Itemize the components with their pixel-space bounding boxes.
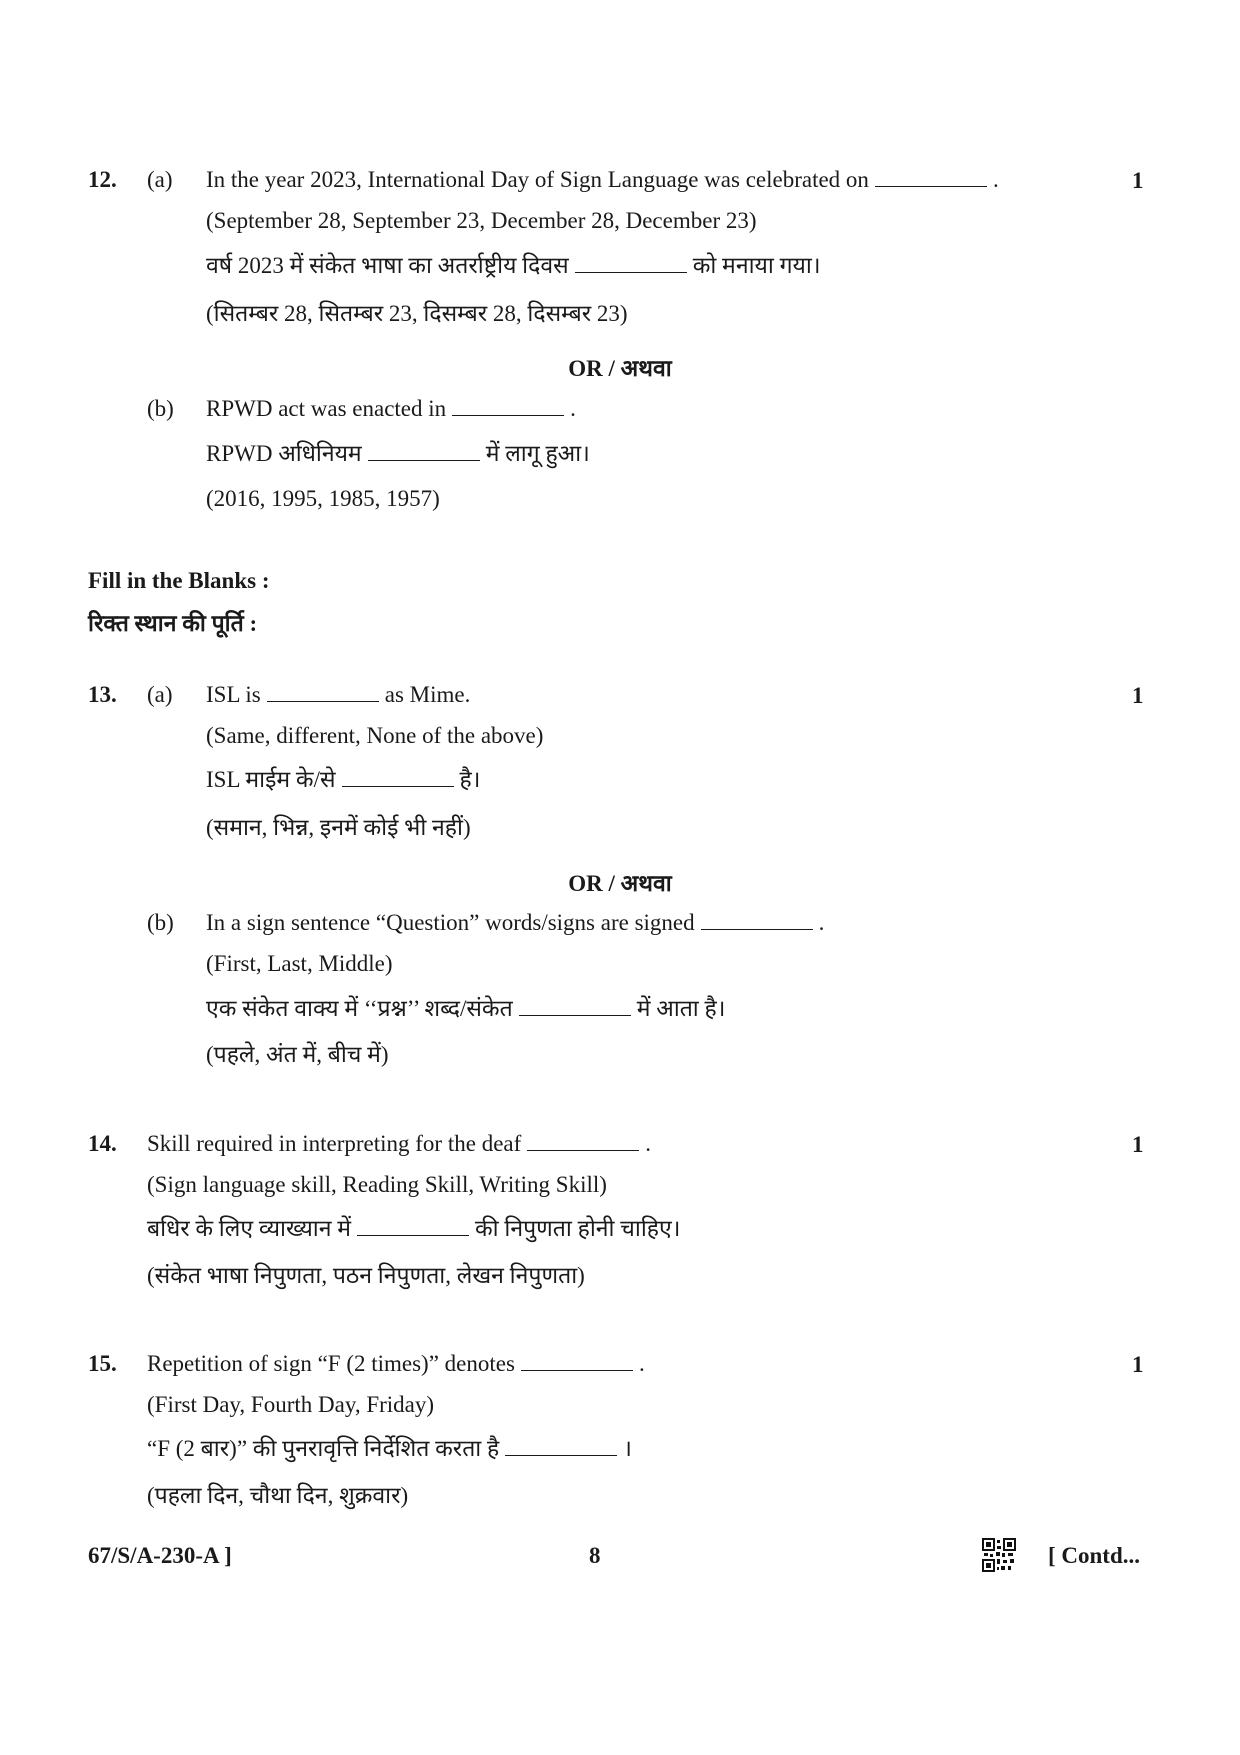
- answer-blank[interactable]: [575, 270, 687, 273]
- answer-blank[interactable]: [267, 699, 379, 702]
- q12b-options: (2016, 1995, 1985, 1957): [206, 486, 440, 511]
- paper-code: 67/S/A-230-A ]: [88, 1543, 232, 1568]
- q15-number: 15.: [88, 1351, 117, 1376]
- q12a-options-hi: (सितम्बर 28, सितम्बर 23, दिसम्बर 28, दिसम्बर 23): [206, 301, 628, 326]
- q12a-question-hi: वर्ष 2023 में संकेत भाषा का अतर्राष्ट्रीय दिवस को मनाया गया।: [206, 253, 821, 278]
- qr-code-icon: [982, 1538, 1016, 1572]
- q14-options-en: (Sign language skill, Reading Skill, Writing Skill): [147, 1172, 607, 1197]
- q13-marks: 1: [1132, 683, 1144, 708]
- q14-question-en: Skill required in interpreting for the deaf .: [147, 1131, 652, 1156]
- continued-label: [ Contd...: [1048, 1543, 1141, 1568]
- q15-options-en: (First Day, Fourth Day, Friday): [147, 1392, 435, 1417]
- section-title-en: Fill in the Blanks :: [88, 568, 270, 593]
- q12a-label: (a): [147, 167, 173, 192]
- q13b-label: (b): [147, 910, 174, 935]
- q13b-options-hi: (पहले, अंत में, बीच में): [206, 1042, 389, 1067]
- q12b-question-en: RPWD act was enacted in .: [206, 396, 576, 421]
- q13b-question-en: In a sign sentence “Question” words/signs are signed .: [206, 910, 825, 935]
- q15-question-hi: “F (2 बार)” की पुनरावृत्ति निर्देशित करता है ।: [147, 1436, 632, 1461]
- q14-marks: 1: [1132, 1132, 1144, 1157]
- q13a-options-en: (Same, different, None of the above): [206, 723, 544, 748]
- q13-number: 13.: [88, 682, 117, 707]
- q12-marks: 1: [1132, 168, 1144, 193]
- q14-options-hi: (संकेत भाषा निपुणता, पठन निपुणता, लेखन निपुणता): [147, 1263, 585, 1288]
- answer-blank[interactable]: [452, 413, 564, 416]
- q12-or-separator: OR / अथवा: [568, 356, 672, 381]
- q12-number: 12.: [88, 167, 117, 192]
- q13a-question-hi: ISL माईम के/से है।: [206, 767, 481, 792]
- answer-blank[interactable]: [875, 184, 987, 187]
- answer-blank[interactable]: [357, 1233, 469, 1236]
- q12b-question-hi: RPWD अधिनियम में लागू हुआ।: [206, 441, 590, 466]
- q12b-label: (b): [147, 396, 174, 421]
- answer-blank[interactable]: [701, 927, 813, 930]
- q14-number: 14.: [88, 1131, 117, 1156]
- q15-marks: 1: [1132, 1352, 1144, 1377]
- answer-blank[interactable]: [527, 1148, 639, 1151]
- q13a-label: (a): [147, 682, 173, 707]
- q13a-options-hi: (समान, भिन्न, इनमें कोई भी नहीं): [206, 815, 471, 840]
- answer-blank[interactable]: [368, 458, 480, 461]
- page-number: 8: [589, 1543, 601, 1568]
- q12a-question-en: In the year 2023, International Day of Sign Language was celebrated on .: [206, 167, 999, 192]
- answer-blank[interactable]: [521, 1368, 633, 1371]
- q12a-options-en: (September 28, September 23, December 28, December 23): [206, 208, 757, 233]
- q15-options-hi: (पहला दिन, चौथा दिन, शुक्रवार): [147, 1483, 409, 1508]
- q13-or-separator: OR / अथवा: [568, 871, 672, 896]
- section-title-hi: रिक्त स्थान की पूर्ति :: [88, 611, 258, 636]
- q15-question-en: Repetition of sign “F (2 times)” denotes .: [147, 1351, 645, 1376]
- answer-blank[interactable]: [505, 1453, 617, 1456]
- answer-blank[interactable]: [342, 784, 454, 787]
- answer-blank[interactable]: [519, 1013, 631, 1016]
- q13b-options-en: (First, Last, Middle): [206, 951, 393, 976]
- q14-question-hi: बधिर के लिए व्याख्यान में की निपुणता होनी चाहिए।: [147, 1216, 681, 1241]
- q13b-question-hi: एक संकेत वाक्य में ‘‘प्रश्न’’ शब्द/संकेत में आता है।: [206, 996, 726, 1021]
- q13a-question-en: ISL is as Mime.: [206, 682, 471, 707]
